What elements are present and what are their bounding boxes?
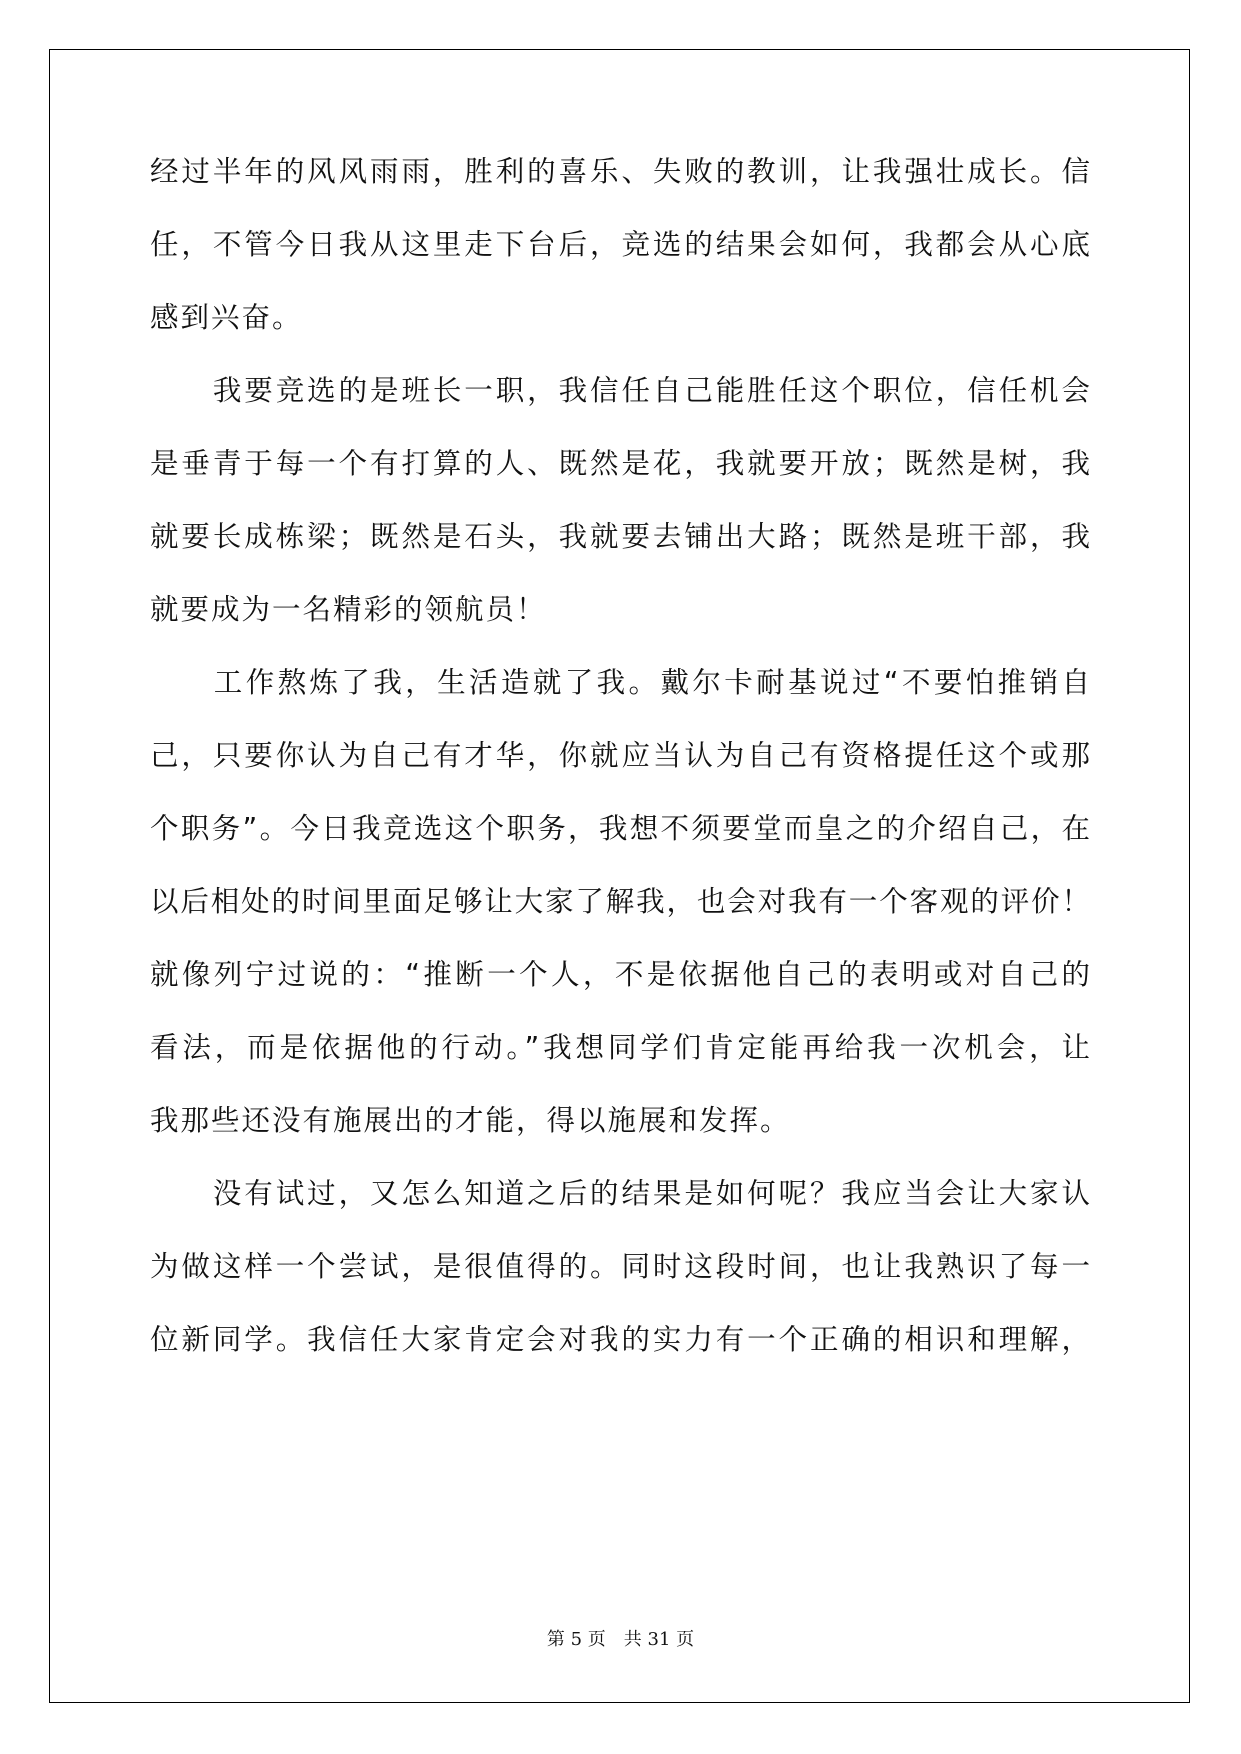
text-line: 我要竞选的是班长一职，我信任自己能胜任这个职位，信任机会 bbox=[150, 374, 1090, 407]
text-line: 看法，而是依据他的行动。”我想同学们肯定能再给我一次机会，让 bbox=[150, 1031, 1090, 1064]
text-line: 以后相处的时间里面足够让大家了解我，也会对我有一个客观的评价！ bbox=[150, 885, 1090, 918]
text-line: 任，不管今日我从这里走下台后，竞选的结果会如何，我都会从心底 bbox=[150, 228, 1090, 261]
text-line: 感到兴奋。 bbox=[150, 301, 303, 334]
text-line: 个职务”。今日我竞选这个职务，我想不须要堂而皇之的介绍自己，在 bbox=[150, 812, 1090, 845]
text-line: 没有试过，又怎么知道之后的结果是如何呢？我应当会让大家认 bbox=[150, 1177, 1090, 1210]
text-line: 就要长成栋梁；既然是石头，我就要去铺出大路；既然是班干部，我 bbox=[150, 520, 1090, 553]
text-line: 经过半年的风风雨雨，胜利的喜乐、失败的教训，让我强壮成长。信 bbox=[150, 155, 1090, 188]
text-line: 是垂青于每一个有打算的人、既然是花，我就要开放；既然是树，我 bbox=[150, 447, 1090, 480]
text-line: 工作熬炼了我，生活造就了我。戴尔卡耐基说过“不要怕推销自 bbox=[150, 666, 1090, 699]
text-line: 我那些还没有施展出的才能，得以施展和发挥。 bbox=[150, 1104, 791, 1137]
text-line: 己，只要你认为自己有才华，你就应当认为自己有资格提任这个或那 bbox=[150, 739, 1090, 772]
page-number-footer: 第 5 页 共 31 页 bbox=[546, 1629, 695, 1650]
text-line: 为做这样一个尝试，是很值得的。同时这段时间，也让我熟识了每一 bbox=[150, 1250, 1090, 1283]
text-line: 就像列宁过说的：“推断一个人，不是依据他自己的表明或对自己的 bbox=[150, 958, 1090, 991]
text-line: 就要成为一名精彩的领航员！ bbox=[150, 593, 547, 626]
text-line: 位新同学。我信任大家肯定会对我的实力有一个正确的相识和理解， bbox=[150, 1323, 1090, 1356]
